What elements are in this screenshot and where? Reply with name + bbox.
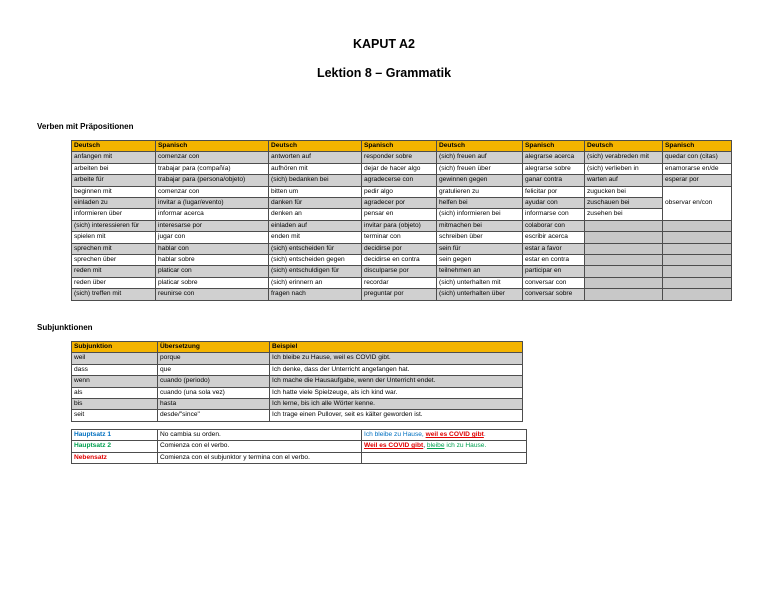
- table-cell: [663, 266, 732, 277]
- verbs-header-row: [72, 141, 732, 152]
- table-cell: comenzar con: [156, 186, 269, 197]
- table-cell: spielen mit: [72, 232, 156, 243]
- table-row: [72, 243, 732, 254]
- table-cell: Ich bleibe zu Hause, weil es COVID gibt.: [270, 353, 523, 364]
- table-cell: [663, 289, 732, 300]
- table-row: [72, 175, 732, 186]
- table-cell: escribir acerca: [523, 232, 585, 243]
- example-punct: .: [484, 442, 487, 450]
- table-cell: beginnen mit: [72, 186, 156, 197]
- example-punct: .: [483, 431, 486, 438]
- table-cell: observar en/con: [663, 186, 732, 220]
- table-row: [72, 220, 732, 231]
- table-cell: [585, 255, 663, 266]
- table-cell: [585, 277, 663, 288]
- table-cell: agradecerse con: [362, 175, 437, 186]
- table-cell: (sich) entscheiden gegen: [269, 255, 362, 266]
- rule-example: [362, 441, 527, 452]
- table-cell: [663, 232, 732, 243]
- table-cell: (sich) unterhalten mit: [437, 277, 523, 288]
- table-cell: informarse con: [523, 209, 585, 220]
- header-cell: Übersetzung: [158, 342, 270, 353]
- table-cell: sein gegen: [437, 255, 523, 266]
- table-cell: fragen nach: [269, 289, 362, 300]
- example-main-clause: ich zu Hause: [444, 442, 485, 450]
- table-cell: comenzar con: [156, 152, 269, 163]
- table-cell: (sich) verabreden mit: [585, 152, 663, 163]
- header-cell: Spanisch: [663, 141, 732, 152]
- table-row: [72, 289, 732, 300]
- table-cell: [663, 255, 732, 266]
- table-row: [72, 198, 732, 209]
- table-cell: (sich) informieren bei: [437, 209, 523, 220]
- example-sub-clause: weil es COVID gibt: [425, 431, 484, 438]
- table-cell: reunirse con: [156, 289, 269, 300]
- table-cell: hasta: [158, 399, 270, 410]
- table-cell: Ich lerne, bis ich alle Wörter kenne.: [270, 399, 523, 410]
- rule-example: [362, 430, 527, 441]
- rule-description: Comienza con el verbo.: [158, 441, 362, 452]
- rule-row: [72, 452, 527, 463]
- table-cell: anfangen mit: [72, 152, 156, 163]
- table-cell: zusehen bei: [585, 209, 663, 220]
- table-cell: dass: [72, 364, 158, 375]
- table-cell: [585, 220, 663, 231]
- table-cell: bitten um: [269, 186, 362, 197]
- table-cell: invitar a (lugar/evento): [156, 198, 269, 209]
- rule-label: Nebensatz: [72, 452, 158, 463]
- table-cell: warten auf: [585, 175, 663, 186]
- table-row: [72, 255, 732, 266]
- verbs-table: [71, 140, 732, 301]
- table-cell: cuando (periodo): [158, 376, 270, 387]
- table-cell: [663, 220, 732, 231]
- header-cell: Deutsch: [437, 141, 523, 152]
- table-cell: estar en contra: [523, 255, 585, 266]
- table-cell: informieren über: [72, 209, 156, 220]
- table-cell: (sich) entschuldigen für: [269, 266, 362, 277]
- table-cell: preguntar por: [362, 289, 437, 300]
- table-cell: (sich) interessieren für: [72, 220, 156, 231]
- table-cell: trabajar para (compañía): [156, 163, 269, 174]
- table-cell: dejar de hacer algo: [362, 163, 437, 174]
- table-cell: seit: [72, 410, 158, 421]
- table-row: [72, 376, 523, 387]
- table-cell: agradecer por: [362, 198, 437, 209]
- table-cell: [585, 289, 663, 300]
- table-cell: teilnehmen an: [437, 266, 523, 277]
- table-row: [72, 387, 523, 398]
- table-cell: reden mit: [72, 266, 156, 277]
- rule-example: [362, 452, 527, 463]
- table-cell: platicar sobre: [156, 277, 269, 288]
- table-cell: hablar con: [156, 243, 269, 254]
- table-cell: hablar sobre: [156, 255, 269, 266]
- table-cell: informar acerca: [156, 209, 269, 220]
- table-cell: gratulieren zu: [437, 186, 523, 197]
- table-row: [72, 152, 732, 163]
- table-cell: (sich) unterhalten über: [437, 289, 523, 300]
- table-row: [72, 186, 732, 197]
- example-main-clause: Ich bleibe zu Hause,: [364, 431, 426, 438]
- header-cell: Subjunktion: [72, 342, 158, 353]
- header-cell: Spanisch: [156, 141, 269, 152]
- table-cell: sprechen mit: [72, 243, 156, 254]
- table-cell: einladen zu: [72, 198, 156, 209]
- table-cell: helfen bei: [437, 198, 523, 209]
- header-cell: Spanisch: [362, 141, 437, 152]
- table-cell: reden über: [72, 277, 156, 288]
- section-title-verbs: Verben mit Präpositionen: [37, 122, 134, 131]
- table-cell: (sich) bedanken bei: [269, 175, 362, 186]
- table-cell: (sich) treffen mit: [72, 289, 156, 300]
- table-cell: (sich) freuen über: [437, 163, 523, 174]
- table-cell: decidirse por: [362, 243, 437, 254]
- table-cell: Ich trage einen Pullover, seit es kälter geworden ist.: [270, 410, 523, 421]
- table-cell: (sich) verlieben in: [585, 163, 663, 174]
- table-cell: (sich) erinnern an: [269, 277, 362, 288]
- table-cell: cuando (una sola vez): [158, 387, 270, 398]
- table-cell: schreiben über: [437, 232, 523, 243]
- table-cell: sprechen über: [72, 255, 156, 266]
- table-cell: esperar por: [663, 175, 732, 186]
- table-cell: arbeiten bei: [72, 163, 156, 174]
- table-cell: alegrarse sobre: [523, 163, 585, 174]
- table-cell: bis: [72, 399, 158, 410]
- table-cell: [663, 277, 732, 288]
- table-cell: trabajar para (persona/objeto): [156, 175, 269, 186]
- table-cell: felicitar por: [523, 186, 585, 197]
- table-cell: [585, 243, 663, 254]
- table-cell: pensar en: [362, 209, 437, 220]
- table-row: [72, 209, 732, 220]
- document-subtitle: Lektion 8 – Grammatik: [316, 66, 452, 80]
- table-cell: sein für: [437, 243, 523, 254]
- table-cell: recordar: [362, 277, 437, 288]
- table-cell: conversar con: [523, 277, 585, 288]
- table-cell: weil: [72, 353, 158, 364]
- table-cell: responder sobre: [362, 152, 437, 163]
- table-cell: als: [72, 387, 158, 398]
- table-row: [72, 266, 732, 277]
- example-verb: bleibe: [426, 442, 445, 450]
- table-cell: pedir algo: [362, 186, 437, 197]
- table-cell: mitmachen bei: [437, 220, 523, 231]
- table-cell: [585, 232, 663, 243]
- subjunctions-table: [71, 341, 523, 422]
- table-cell: conversar sobre: [523, 289, 585, 300]
- table-cell: estar a favor: [523, 243, 585, 254]
- header-cell: Spanisch: [523, 141, 585, 152]
- table-cell: danken für: [269, 198, 362, 209]
- example-sub-clause: Weil es COVID gibt: [364, 442, 424, 450]
- header-cell: Beispiel: [270, 342, 523, 353]
- document-title: KAPUT A2: [352, 37, 416, 51]
- table-cell: zuschauen bei: [585, 198, 663, 209]
- header-cell: Deutsch: [269, 141, 362, 152]
- table-cell: zugucken bei: [585, 186, 663, 197]
- table-cell: gewinnen gegen: [437, 175, 523, 186]
- table-cell: terminar con: [362, 232, 437, 243]
- table-cell: arbeite für: [72, 175, 156, 186]
- table-cell: decidirse en contra: [362, 255, 437, 266]
- table-cell: ganar contra: [523, 175, 585, 186]
- table-row: [72, 163, 732, 174]
- table-cell: invitar para (objeto): [362, 220, 437, 231]
- example-punct: ,: [423, 442, 427, 450]
- rule-label: Hauptsatz 2: [72, 441, 158, 452]
- table-cell: que: [158, 364, 270, 375]
- header-cell: Deutsch: [585, 141, 663, 152]
- subjunctions-header-row: [72, 342, 523, 353]
- section-title-subjunctions: Subjunktionen: [37, 323, 93, 332]
- table-cell: interesarse por: [156, 220, 269, 231]
- rule-label: Hauptsatz 1: [72, 430, 158, 441]
- table-cell: (sich) entscheiden für: [269, 243, 362, 254]
- table-cell: alegrarse acerca: [523, 152, 585, 163]
- table-cell: enamorarse en/de: [663, 163, 732, 174]
- table-cell: aufhören mit: [269, 163, 362, 174]
- table-cell: Ich mache die Hausaufgabe, wenn der Unterricht endet.: [270, 376, 523, 387]
- table-cell: wenn: [72, 376, 158, 387]
- table-cell: antworten auf: [269, 152, 362, 163]
- table-cell: disculparse por: [362, 266, 437, 277]
- table-row: [72, 410, 523, 421]
- table-row: [72, 364, 523, 375]
- table-cell: quedar con (citas): [663, 152, 732, 163]
- header-cell: Deutsch: [72, 141, 156, 152]
- table-cell: [585, 266, 663, 277]
- rule-row: [72, 441, 527, 452]
- table-cell: (sich) freuen auf: [437, 152, 523, 163]
- table-cell: Ich denke, dass der Unterricht angefangen hat.: [270, 364, 523, 375]
- table-cell: Ich hatte viele Spielzeuge, als ich kind war.: [270, 387, 523, 398]
- table-cell: denken an: [269, 209, 362, 220]
- table-cell: einladen auf: [269, 220, 362, 231]
- table-cell: participar en: [523, 266, 585, 277]
- table-cell: enden mit: [269, 232, 362, 243]
- table-cell: jugar con: [156, 232, 269, 243]
- table-cell: platicar con: [156, 266, 269, 277]
- table-cell: desde/"since": [158, 410, 270, 421]
- rule-row: [72, 430, 527, 441]
- table-row: [72, 277, 732, 288]
- sentence-order-table: [71, 429, 527, 464]
- rule-description: Comienza con el subjunktor y termina con el verbo.: [158, 452, 362, 463]
- table-row: [72, 232, 732, 243]
- table-cell: [663, 243, 732, 254]
- table-row: [72, 399, 523, 410]
- table-row: [72, 353, 523, 364]
- rule-description: No cambia su orden.: [158, 430, 362, 441]
- table-cell: porque: [158, 353, 270, 364]
- table-cell: colaborar con: [523, 220, 585, 231]
- table-cell: ayudar con: [523, 198, 585, 209]
